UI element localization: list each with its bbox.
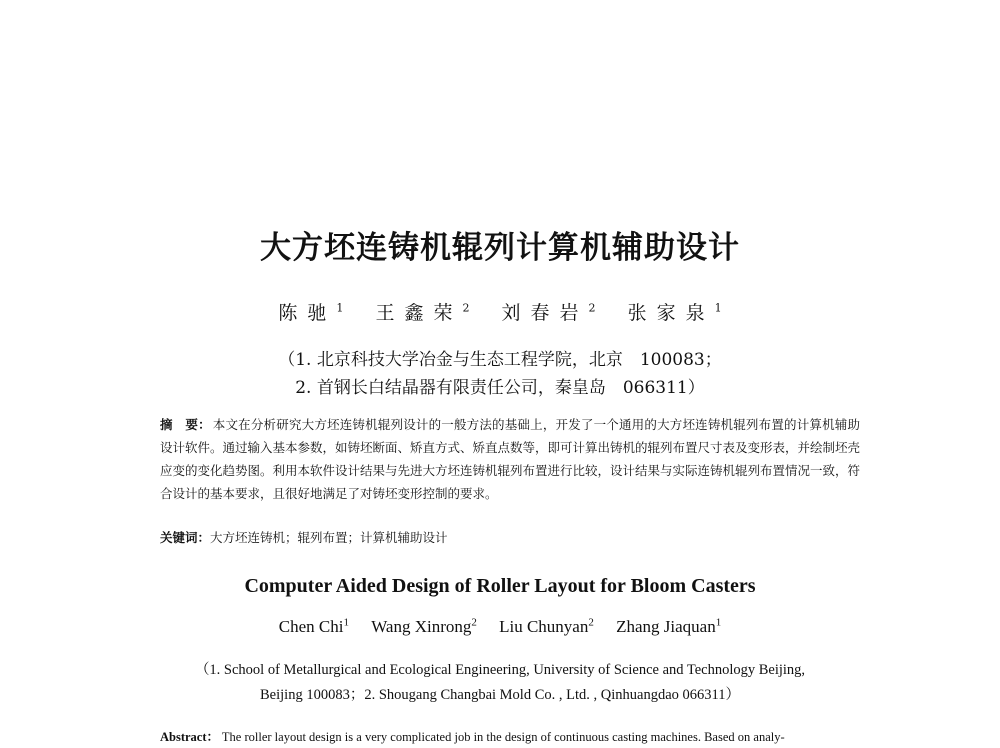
english-abstract	[160, 727, 880, 745]
chinese-abstract	[160, 413, 860, 505]
affiliation-mark: 2	[471, 616, 477, 629]
english-affiliation-line-2: Beijing 100083；2. Shougang Changbai Mold Co. , Ltd. , Qinhuangdao 066311）	[260, 687, 740, 703]
cn-author-3	[502, 302, 596, 324]
chinese-abstract-label: 摘 要：	[160, 417, 211, 432]
affiliation-mark: 2	[588, 616, 594, 629]
en-author-3	[499, 617, 594, 636]
english-abstract-text: The roller layout design is a very complicated job in the design of continuous casting machines. Based on analy-	[221, 730, 785, 744]
cn-author-name: 王鑫荣	[375, 302, 463, 324]
chinese-affiliation-line-1: （1. 北京科技大学冶金与生态工程学院，北京 100083；	[278, 350, 722, 370]
en-author-name: Chen Chi	[278, 617, 344, 636]
chinese-keywords	[160, 528, 860, 546]
cn-author-name: 刘春岩	[501, 302, 589, 324]
cn-author-2	[375, 302, 469, 324]
affiliation-mark: 1	[343, 616, 349, 629]
en-author-4	[616, 617, 721, 636]
english-affiliation-line-1: （1. School of Metallurgical and Ecological Engineering, University of Science and Technology Beijing,	[194, 662, 806, 678]
chinese-title: 大方坯连铸机辊列计算机辅助设计	[260, 230, 740, 266]
en-author-1	[279, 617, 349, 636]
chinese-keywords-text: 大方坯连铸机；辊列布置；计算机辅助设计	[210, 530, 448, 545]
affiliation-mark: 2	[462, 301, 470, 315]
english-abstract-label: Abstract：	[160, 730, 220, 744]
affiliation-mark: 1	[336, 301, 344, 315]
chinese-abstract-text: 本文在分析研究大方坯连铸机辊列设计的一般方法的基础上，开发了一个通用的大方坯连铸机辊列布置的计算机辅助设计软件。通过输入基本参数，如铸坯断面、矫直方式、矫直点数等，即可计算出铸机的辊列布置尺寸表及变形表，并绘制坯壳应变的变化趋势图。利用本软件设计结果与先进大方坯连铸机辊列布置进行比较，设计结果与实际连铸机辊列布置情况一致，符合设计的基本要求，且很好地满足了对铸坯变形控制的要求。	[160, 417, 861, 501]
en-author-name: Liu Chunyan	[499, 617, 589, 636]
chinese-keywords-label: 关键词：	[160, 530, 211, 545]
english-authors	[0, 617, 1000, 637]
cn-author-name: 张家泉	[627, 302, 715, 324]
affiliation-mark: 1	[714, 301, 722, 315]
cn-author-4	[628, 302, 722, 324]
cn-author-name: 陈驰	[278, 302, 337, 324]
affiliation-mark: 1	[715, 616, 722, 629]
english-title: Computer Aided Design of Roller Layout for Bloom Casters	[244, 575, 756, 597]
chinese-affiliation-line-2: 2. 首钢长白结晶器有限责任公司，秦皇岛 066311）	[295, 378, 705, 398]
en-author-name: Wang Xinrong	[371, 617, 472, 636]
en-author-2	[371, 617, 477, 636]
chinese-authors	[0, 298, 1000, 325]
affiliation-mark: 2	[588, 301, 596, 315]
en-author-name: Zhang Jiaquan	[616, 617, 716, 636]
cn-author-1	[278, 302, 343, 324]
